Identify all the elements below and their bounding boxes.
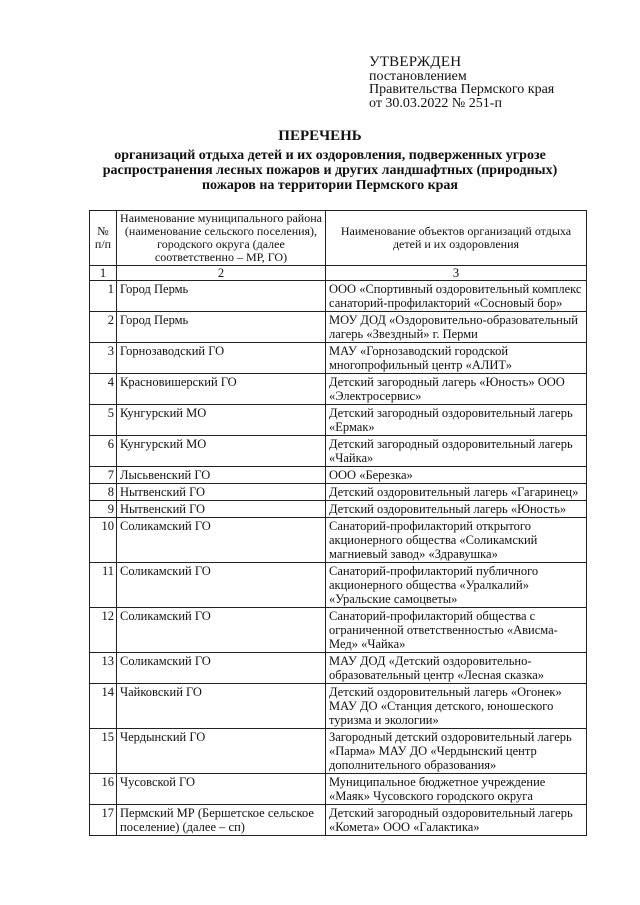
row-area: Нытвенский ГО [117,501,326,518]
table-row [90,563,587,608]
row-area: Город Пермь [117,281,326,312]
row-number: 10 [90,518,117,563]
approval-line: от 30.03.2022 № 251-п [369,95,502,111]
index-cell: 1 [90,266,117,281]
row-area: Горнозаводский ГО [117,343,326,374]
row-area: Красновишерский ГО [117,374,326,405]
row-object: Санаторий-профилакторий открытого акционерного общества «Соликамский магниевый завод» «Здравушка» [326,518,587,563]
table-row [90,467,587,484]
table-row [90,484,587,501]
table-row [90,281,587,312]
row-area: Город Пермь [117,312,326,343]
row-object: ООО «Спортивный оздоровительный комплекс санаторий-профилакторий «Сосновый бор» [326,281,587,312]
table-row [90,405,587,436]
row-number: 7 [90,467,117,484]
row-area: Кунгурский МО [117,436,326,467]
row-object: Санаторий-профилакторий общества с ограниченной ответственностью «Ависма-Мед» «Чайка» [326,608,587,653]
row-number: 4 [90,374,117,405]
row-area: Кунгурский МО [117,405,326,436]
row-object: Детский оздоровительный лагерь «Гагаринец» [326,484,587,501]
table-row [90,436,587,467]
row-object: Детский загородный оздоровительный лагерь «Чайка» [326,436,587,467]
row-number: 15 [90,729,117,774]
row-area: Пермский МР (Бершетское сельское поселение) (далее – сп) [117,805,326,836]
row-area: Чусовской ГО [117,774,326,805]
row-number: 2 [90,312,117,343]
row-number: 17 [90,805,117,836]
organizations-table [89,210,587,836]
row-area: Лысьвенский ГО [117,467,326,484]
row-number: 12 [90,608,117,653]
row-number: 6 [90,436,117,467]
row-object: Детский загородный лагерь «Юность» ООО «Электросервис» [326,374,587,405]
row-area: Соликамский ГО [117,653,326,684]
row-number: 3 [90,343,117,374]
table-row [90,684,587,729]
row-number: 14 [90,684,117,729]
header-number: № п/п [90,211,117,266]
table-row [90,343,587,374]
row-number: 5 [90,405,117,436]
table-index-row [90,266,587,281]
index-cell: 2 [117,266,326,281]
row-number: 1 [90,281,117,312]
header-area: Наименование муниципального района (наименование сельского поселения), городского округа (далее соответственно – МР, ГО) [117,211,326,266]
row-number: 8 [90,484,117,501]
row-object: Детский загородный оздоровительный лагерь «Комета» ООО «Галактика» [326,805,587,836]
row-object: ООО «Березка» [326,467,587,484]
row-area: Чайковский ГО [117,684,326,729]
row-number: 11 [90,563,117,608]
table-row [90,608,587,653]
row-number: 9 [90,501,117,518]
row-object: Детский загородный оздоровительный лагерь «Ермак» [326,405,587,436]
header-object: Наименование объектов организаций отдыха детей и их оздоровления [326,211,587,266]
approval-block [369,56,554,110]
row-object: Санаторий-профилакторий публичного акционерного общества «Уралкалий» «Уральские самоцветы» [326,563,587,608]
document-title: ПЕРЕЧЕНЬ [278,128,362,144]
approval-heading: УТВЕРЖДЕН [369,54,462,70]
table-row [90,653,587,684]
table-row [90,774,587,805]
row-object: МОУ ДОД «Оздоровительно-образовательный лагерь «Звездный» г. Перми [326,312,587,343]
approval-line: постановлением [369,68,467,84]
row-object: Муниципальное бюджетное учреждение «Маяк» Чусовского городского округа [326,774,587,805]
row-number: 13 [90,653,117,684]
row-area: Чердынский ГО [117,729,326,774]
row-area: Соликамский ГО [117,563,326,608]
row-object: Детский оздоровительный лагерь «Юность» [326,501,587,518]
row-area: Соликамский ГО [117,518,326,563]
row-number: 16 [90,774,117,805]
document-subtitle: организаций отдыха детей и их оздоровления, подверженных угрозе распространения лесных пожаров и других ландшафтных (природных) пожаров на территории Пермского края [102,148,558,193]
table-row [90,518,587,563]
table-row [90,312,587,343]
row-area: Соликамский ГО [117,608,326,653]
index-cell: 3 [326,266,587,281]
row-object: Детский оздоровительный лагерь «Огонек» МАУ ДО «Станция детского, юношеского туризма и экологии» [326,684,587,729]
row-object: Загородный детский оздоровительный лагерь «Парма» МАУ ДО «Чердынский центр дополнительного образования» [326,729,587,774]
table-row [90,374,587,405]
row-object: МАУ ДОД «Детский оздоровительно-образовательный центр «Лесная сказка» [326,653,587,684]
approval-line: Правительства Пермского края [369,82,555,97]
table-row [90,805,587,836]
table-row [90,729,587,774]
table-header-row [90,211,587,266]
table-row [90,501,587,518]
row-object: МАУ «Горнозаводский городской многопрофильный центр «АЛИТ» [326,343,587,374]
row-area: Нытвенский ГО [117,484,326,501]
